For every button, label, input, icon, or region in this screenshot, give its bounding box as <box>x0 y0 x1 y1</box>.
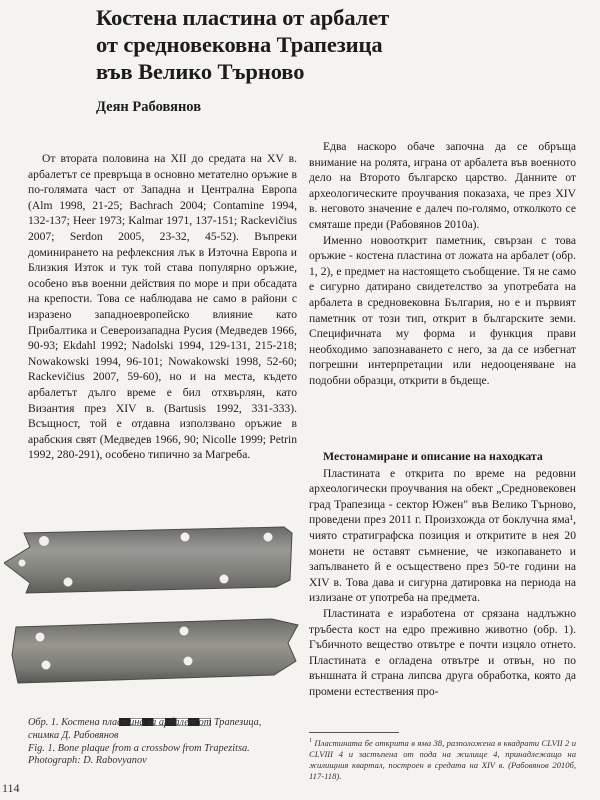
figure-caption <box>28 717 298 768</box>
title-line-3: във Велико Търново <box>96 59 305 84</box>
right-paragraph-2: Именно новооткрит паметник, свързан с това оръжие - костена пластина от ложата на арбалет (обр. 1, 2), е предмет на настоящето съобщение. Тя не само е сигурно датирано свидетелство за употребата на арбалета в средновековна България, но е и първият паметник от този тип, открит в българските земи. Специфичната му форма и функция прави необходимо запознаването с него, за да се избегнат погрешни интерпретации или недооценяване на подобни образци, открити в бъдеще. <box>309 233 576 387</box>
caption-en-line-1: Fig. 1. Bone plaque from a crossbow from Trapezitsa. <box>28 742 250 754</box>
footnote-text: Пластината бе открита в яма 38, разположена в квадрати CLVII 2 и CLVIII 4 и застъпена от пода на жилище 4, принадлежащо на жилищния квартал, построен в средата на XIV в. (Рабовянов 2010б, 117-118). <box>309 737 576 781</box>
right-paragraph-1: Едва наскоро обаче започна да се обръща внимание на ролята, играна от арбалета във военното дело на Второто българско царство. Данните от археологическите проучвания показаха, че през XIV в. неговото значение е далеч по-голямо, отколкото се смяташе преди (Рабовянов 2010a). <box>309 140 576 231</box>
footnote-divider <box>309 732 399 733</box>
title-line-1: Костена пластина от арбалет <box>96 5 390 30</box>
section-block <box>309 449 576 700</box>
section-heading: Местонамиране и описание на находката <box>323 449 543 463</box>
section-paragraph-1: Пластината е открита по време на редовни археологически проучвания на обект „Средновековен град Трапезица - сектор Южен" във Велико Търново, проведени през 2011 г. Произхожда от боклучна яма¹, чиято стратиграфска позиция и откритите в нея 20 монети не оставят съмнение, че изкопаването и запълването й е осъществено през 50-те години на XIV в. Това дава и сигурна датировка на периода на излизане от употреба на предмета. <box>309 466 576 605</box>
section-paragraph-2: Пластината е изработена от срязана надлъжно тръбеста кост на едро преживно животно (обр. 1). Гъбичното вещество отвътре е почти изцяло отнето. Пластината е огладена отвътре и отвън, но по външната й страна липсва друга обработка, която да промени естествения про- <box>309 606 576 698</box>
caption-bg-line-2: снимка Д. Рабовянов <box>28 729 119 741</box>
caption-bg-line-1: Обр. 1. Костена пластина за арбалет от Трапезица, <box>28 717 262 728</box>
right-column <box>309 139 576 389</box>
caption-en-line-2: Photograph: D. Rabovyanov <box>28 755 147 767</box>
article-title <box>96 4 576 85</box>
footnote-marker: 1 <box>309 738 312 744</box>
bone-plaque-photo-1 <box>4 525 298 595</box>
title-line-2: от средновековна Трапезица <box>96 32 383 57</box>
bone-plaque-photo-2 <box>6 615 300 687</box>
page-number: 114 <box>2 781 20 795</box>
footnote <box>309 736 576 782</box>
intro-paragraph: От втората половина на XII до средата на XV в. арбалетът се превръща в основно метателно оръжие в по-голямата част от Западна и Централна Европа (Alm 1998, 21-25; Bachrach 2004; Contamine 1994, 132-137; Heer 1973; Kalmar 1971, 137-151; Rackevičius 2007; Serdon 2005, 23-32, 45-52). Въпреки доминирането на рефлексния лък в Източна Европа и Близкия Изток и тук той става популярно оръжие, особено във военни действия по море и при обсадата на крепости. Това се наблюдава не само в райони с изразено западноевропейско влияние като Прибалтика и Североизападна Русия (Медведев 1966, 90-93; Ekdahl 1992; Nadolski 1994, 129-131, 215-218; Nowakowski 1994, 96-101; Nowakowski 1998, 52-60; Rackevičius 2007, 59-60), но и на места, където арбалетът дълго време е бил отхвърлян, като Византия през XIV в. (Bartusis 1992, 331-333). Всъщност, той е отдавна използвано оръжие в арабския свят (Медведев 1966, 90; Nicolle 1999; Petrin 1992, 280-291), особено типично за Магреба. <box>28 152 297 462</box>
figure-bone-plaque <box>4 515 298 695</box>
author-name: Деян Рабовянов <box>96 99 202 115</box>
left-column <box>28 151 297 463</box>
